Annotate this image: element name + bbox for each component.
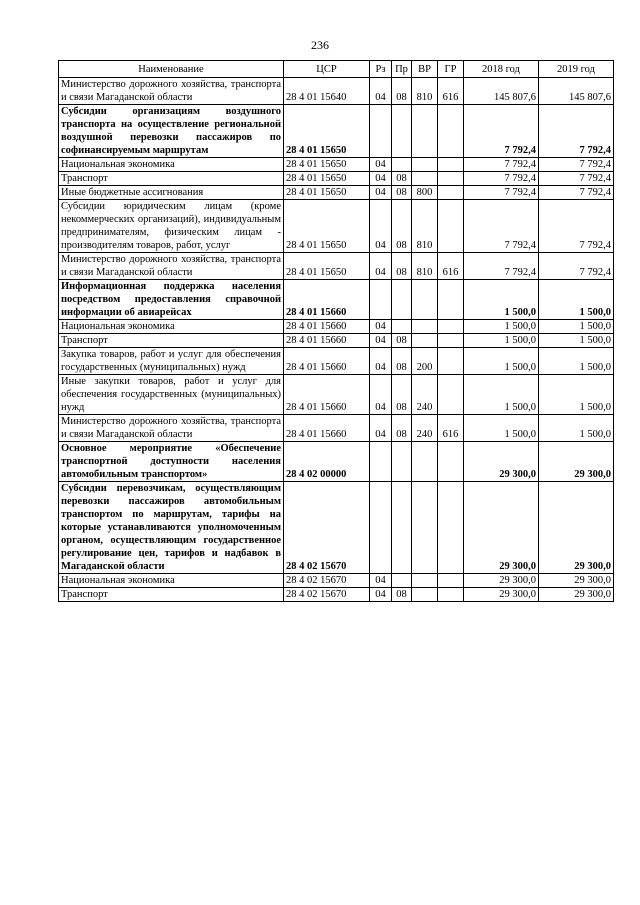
cell-pr: 08 [392, 334, 412, 348]
table-row [59, 280, 614, 320]
cell-name: Транспорт [59, 588, 284, 602]
cell-2019: 7 792,4 [539, 200, 614, 253]
cell-2019: 1 500,0 [539, 375, 614, 415]
cell-gr [438, 105, 464, 158]
cell-2018: 7 792,4 [464, 105, 539, 158]
cell-2019: 1 500,0 [539, 348, 614, 375]
header-2019: 2019 год [539, 61, 614, 78]
cell-vr [412, 442, 438, 482]
table-row [59, 200, 614, 253]
cell-name: Национальная экономика [59, 320, 284, 334]
cell-pr [392, 158, 412, 172]
cell-name: Субсидии юридическим лицам (кроме некоммерческих организаций), индивидуальным предпринимателям, физическим лицам - производителям товаров, работ, услуг [59, 200, 284, 253]
cell-csr: 28 4 02 15670 [284, 588, 370, 602]
cell-2019: 29 300,0 [539, 442, 614, 482]
cell-pr [392, 482, 412, 574]
cell-csr: 28 4 01 15640 [284, 78, 370, 105]
cell-vr [412, 172, 438, 186]
cell-name: Основное мероприятие «Обеспечение транспортной доступности населения автомобильным транспортом» [59, 442, 284, 482]
cell-name: Иные бюджетные ассигнования [59, 186, 284, 200]
cell-gr [438, 442, 464, 482]
cell-2018: 29 300,0 [464, 574, 539, 588]
cell-pr [392, 105, 412, 158]
cell-2019: 1 500,0 [539, 320, 614, 334]
cell-gr [438, 334, 464, 348]
cell-csr: 28 4 01 15660 [284, 375, 370, 415]
cell-rz: 04 [370, 574, 392, 588]
cell-2018: 7 792,4 [464, 200, 539, 253]
header-pr: Пр [392, 61, 412, 78]
cell-vr [412, 280, 438, 320]
cell-gr [438, 574, 464, 588]
cell-2019: 7 792,4 [539, 172, 614, 186]
table-row [59, 375, 614, 415]
cell-pr: 08 [392, 415, 412, 442]
table-row [59, 348, 614, 375]
cell-2018: 1 500,0 [464, 280, 539, 320]
cell-2019: 7 792,4 [539, 105, 614, 158]
cell-rz: 04 [370, 375, 392, 415]
cell-2018: 29 300,0 [464, 482, 539, 574]
table-row [59, 78, 614, 105]
table-row [59, 320, 614, 334]
cell-2018: 7 792,4 [464, 158, 539, 172]
cell-rz [370, 280, 392, 320]
cell-csr: 28 4 01 15660 [284, 348, 370, 375]
cell-2019: 29 300,0 [539, 588, 614, 602]
table-row [59, 442, 614, 482]
cell-rz: 04 [370, 200, 392, 253]
cell-2018: 145 807,6 [464, 78, 539, 105]
table-row [59, 482, 614, 574]
cell-name: Национальная экономика [59, 574, 284, 588]
cell-csr: 28 4 01 15660 [284, 334, 370, 348]
cell-rz: 04 [370, 186, 392, 200]
cell-csr: 28 4 02 00000 [284, 442, 370, 482]
header-2018: 2018 год [464, 61, 539, 78]
cell-name: Иные закупки товаров, работ и услуг для обеспечения государственных (муниципальных) нужд [59, 375, 284, 415]
cell-pr: 08 [392, 375, 412, 415]
cell-2019: 1 500,0 [539, 334, 614, 348]
cell-name: Транспорт [59, 334, 284, 348]
cell-name: Национальная экономика [59, 158, 284, 172]
cell-pr [392, 320, 412, 334]
cell-csr: 28 4 01 15650 [284, 158, 370, 172]
cell-pr: 08 [392, 253, 412, 280]
cell-name: Министерство дорожного хозяйства, транспорта и связи Магаданской области [59, 415, 284, 442]
cell-gr [438, 172, 464, 186]
header-vr: ВР [412, 61, 438, 78]
table-row [59, 574, 614, 588]
cell-gr [438, 482, 464, 574]
cell-vr [412, 574, 438, 588]
cell-rz: 04 [370, 78, 392, 105]
cell-csr: 28 4 02 15670 [284, 482, 370, 574]
cell-name: Министерство дорожного хозяйства, транспорта и связи Магаданской области [59, 78, 284, 105]
cell-gr [438, 200, 464, 253]
cell-2018: 1 500,0 [464, 415, 539, 442]
cell-vr [412, 334, 438, 348]
cell-gr [438, 186, 464, 200]
cell-2019: 29 300,0 [539, 482, 614, 574]
cell-rz: 04 [370, 588, 392, 602]
cell-pr [392, 280, 412, 320]
table-row [59, 334, 614, 348]
cell-2018: 7 792,4 [464, 186, 539, 200]
cell-csr: 28 4 02 15670 [284, 574, 370, 588]
cell-rz: 04 [370, 415, 392, 442]
cell-rz: 04 [370, 158, 392, 172]
cell-rz: 04 [370, 253, 392, 280]
budget-table [58, 60, 614, 602]
cell-vr [412, 158, 438, 172]
table-row [59, 158, 614, 172]
cell-name: Закупка товаров, работ и услуг для обеспечения государственных (муниципальных) нужд [59, 348, 284, 375]
cell-vr: 240 [412, 375, 438, 415]
header-csr: ЦСР [284, 61, 370, 78]
cell-name: Министерство дорожного хозяйства, транспорта и связи Магаданской области [59, 253, 284, 280]
table-row [59, 105, 614, 158]
cell-2019: 7 792,4 [539, 186, 614, 200]
cell-rz [370, 442, 392, 482]
cell-vr: 810 [412, 253, 438, 280]
table-row [59, 186, 614, 200]
table-header-row [59, 61, 614, 78]
cell-gr [438, 375, 464, 415]
table-body [59, 78, 614, 602]
cell-vr [412, 588, 438, 602]
cell-csr: 28 4 01 15650 [284, 253, 370, 280]
cell-2018: 7 792,4 [464, 253, 539, 280]
table-row [59, 415, 614, 442]
cell-pr: 08 [392, 588, 412, 602]
table-row [59, 588, 614, 602]
cell-vr: 810 [412, 200, 438, 253]
cell-2018: 29 300,0 [464, 588, 539, 602]
cell-name: Информационная поддержка населения посредством предоставления справочной информации об авиарейсах [59, 280, 284, 320]
cell-2018: 1 500,0 [464, 348, 539, 375]
cell-name: Транспорт [59, 172, 284, 186]
cell-gr [438, 348, 464, 375]
cell-pr: 08 [392, 172, 412, 186]
cell-vr: 800 [412, 186, 438, 200]
header-gr: ГР [438, 61, 464, 78]
cell-2018: 1 500,0 [464, 320, 539, 334]
cell-csr: 28 4 01 15650 [284, 172, 370, 186]
cell-pr: 08 [392, 348, 412, 375]
cell-vr: 240 [412, 415, 438, 442]
cell-name: Субсидии организациям воздушного транспорта на осуществление региональной воздушной перевозки пассажиров по софинансируемым маршрутам [59, 105, 284, 158]
cell-vr: 810 [412, 78, 438, 105]
cell-rz: 04 [370, 320, 392, 334]
cell-2019: 145 807,6 [539, 78, 614, 105]
cell-rz [370, 482, 392, 574]
cell-vr [412, 320, 438, 334]
cell-pr [392, 442, 412, 482]
cell-2018: 7 792,4 [464, 172, 539, 186]
cell-csr: 28 4 01 15650 [284, 200, 370, 253]
cell-2019: 1 500,0 [539, 415, 614, 442]
cell-2019: 29 300,0 [539, 574, 614, 588]
cell-pr [392, 574, 412, 588]
cell-gr: 616 [438, 415, 464, 442]
cell-pr: 08 [392, 78, 412, 105]
cell-pr: 08 [392, 200, 412, 253]
table-row [59, 172, 614, 186]
cell-pr: 08 [392, 186, 412, 200]
cell-gr: 616 [438, 253, 464, 280]
cell-rz: 04 [370, 334, 392, 348]
cell-2018: 1 500,0 [464, 334, 539, 348]
table-row [59, 253, 614, 280]
header-name: Наименование [59, 61, 284, 78]
cell-2019: 7 792,4 [539, 253, 614, 280]
cell-gr [438, 320, 464, 334]
cell-csr: 28 4 01 15660 [284, 415, 370, 442]
cell-rz: 04 [370, 348, 392, 375]
cell-csr: 28 4 01 15650 [284, 186, 370, 200]
cell-gr [438, 588, 464, 602]
cell-2018: 1 500,0 [464, 375, 539, 415]
header-rz: Рз [370, 61, 392, 78]
cell-2019: 1 500,0 [539, 280, 614, 320]
cell-csr: 28 4 01 15650 [284, 105, 370, 158]
page-number: 236 [311, 38, 329, 52]
cell-rz: 04 [370, 172, 392, 186]
cell-rz [370, 105, 392, 158]
cell-2019: 7 792,4 [539, 158, 614, 172]
cell-vr: 200 [412, 348, 438, 375]
cell-csr: 28 4 01 15660 [284, 320, 370, 334]
cell-gr [438, 280, 464, 320]
cell-2018: 29 300,0 [464, 442, 539, 482]
cell-vr [412, 105, 438, 158]
cell-name: Субсидии перевозчикам, осуществляющим перевозки пассажиров автомобильным транспортом по маршрутам, тарифы на которые устанавливаются уполномоченным органом, осуществляющим государственное регулирование цен, тарифов и надбавок в Магаданской области [59, 482, 284, 574]
cell-csr: 28 4 01 15660 [284, 280, 370, 320]
cell-gr: 616 [438, 78, 464, 105]
cell-vr [412, 482, 438, 574]
cell-gr [438, 158, 464, 172]
